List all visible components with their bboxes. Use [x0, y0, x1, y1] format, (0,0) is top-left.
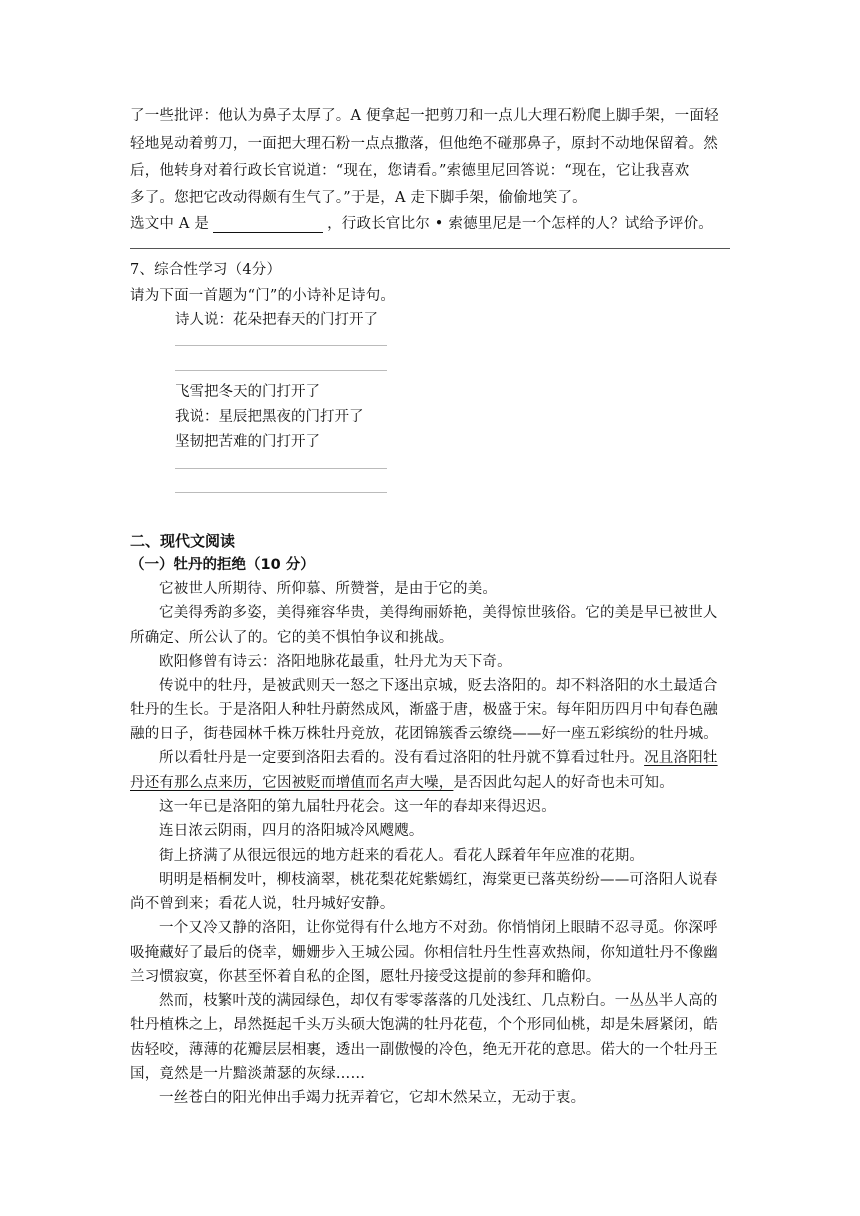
question-7-instruction: 请为下面一首题为“门”的小诗补足诗句。	[130, 288, 396, 304]
question-7-title: 7、综合性学习（4分）	[130, 262, 282, 278]
poem-blank-1[interactable]	[175, 345, 387, 346]
paragraph-1: 它被世人所期待、所仰慕、所赞誉，是由于它的美。	[159, 581, 498, 597]
paragraph-11-line-3: 齿轻咬，薄薄的花瓣层层相裹，透出一副傲慢的冷色，绝无开花的意思。偌大的一个牡丹王	[130, 1042, 718, 1058]
paragraph-3: 欧阳修曾有诗云：洛阳地脉花最重，牡丹尤为天下奇。	[159, 654, 512, 670]
paragraph-11-line-4: 国，竟然是一片黯淡萧瑟的灰绿……	[130, 1066, 366, 1082]
paragraph-12: 一丝苍白的阳光伸出手竭力抚弄着它，它却木然呆立，无动于衷。	[159, 1090, 586, 1106]
poem-line-1: 诗人说：花朵把春天的门打开了	[175, 312, 378, 328]
passage-line-4: 多了。您把它改动得颇有生气了。”于是，A 走下脚手架，偷偷地笑了。	[130, 190, 587, 206]
paragraph-11-line-1: 然而，枝繁叶茂的满园绿色，却仅有零零落落的几处浅红、几点粉白。一丛丛半人高的	[159, 993, 718, 1009]
section-divider	[130, 248, 730, 249]
paragraph-6: 这一年已是洛阳的第九届牡丹花会。这一年的春却来得迟迟。	[159, 799, 556, 815]
underlined-sentence-start: 况且洛阳牡	[644, 750, 718, 766]
passage-line-3: 后，他转身对着行政长官说道：“现在，您请看。”索德里尼回答说：“现在，它让我喜欢	[130, 163, 690, 179]
poem-line-4: 坚韧把苦难的门打开了	[175, 434, 320, 450]
paragraph-9-line-1: 明明是梧桐发叶，柳枝滴翠，桃花梨花姹紫嫣红，海棠更已落英纷纷——可洛阳人说春	[159, 872, 718, 888]
question-6-prefix: 选文中 A 是	[130, 216, 210, 232]
section-2-subheading: （一）牡丹的拒绝（10 分）	[130, 557, 315, 573]
paragraph-5-rest: 是否因此勾起人的好奇也未可知。	[453, 775, 674, 791]
paragraph-10-line-3: 兰习惯寂寞，你甚至怀着自私的企图，愿牡丹接受这提前的参拜和瞻仰。	[130, 969, 601, 985]
paragraph-8: 街上挤满了从很远很远的地方赶来的看花人。看花人踩着年年应准的花期。	[159, 848, 645, 864]
section-2-heading: 二、现代文阅读	[130, 532, 236, 550]
question-6-suffix: ，行政长官比尔 • 索德里尼是一个怎样的人？试给予评价。	[327, 216, 713, 232]
paragraph-7: 连日浓云阴雨，四月的洛阳城冷风飕飕。	[159, 823, 424, 839]
paragraph-4-line-3: 融的日子，街巷园林千株万株牡丹竞放，花团锦簇香云缭绕——好一座五彩缤纷的牡丹城。	[130, 726, 718, 742]
paragraph-9-line-2: 尚不曾到来；看花人说，牡丹城好安静。	[130, 896, 395, 912]
paragraph-5-plain: 所以看牡丹是一定要到洛阳去看的。没有看过洛阳的牡丹就不算看过牡丹。	[159, 750, 645, 766]
paragraph-11-line-2: 牡丹植株之上，昂然挺起千头万头硕大饱满的牡丹花苞，个个形同仙桃，却是朱唇紧闭，皓	[130, 1017, 718, 1033]
paragraph-4-line-2: 牡丹的生长。于是洛阳人种牡丹蔚然成风，渐盛于唐，极盛于宋。每年阳历四月中旬春色融	[130, 702, 718, 718]
paragraph-2-line-2: 所确定、所公认了的。它的美不惧怕争议和挑战。	[130, 630, 454, 646]
passage-line-1: 了一些批评：他认为鼻子太厚了。A 便拿起一把剪刀和一点儿大理石粉爬上脚手架，一面轻	[130, 108, 719, 124]
paragraph-4-line-1: 传说中的牡丹，是被武则天一怒之下逐出京城，贬去洛阳的。却不料洛阳的水土最适合	[159, 678, 718, 694]
paragraph-5-line-1	[130, 746, 730, 767]
passage-line-2: 轻地晃动着剪刀，一面把大理石粉一点点撒落，但他绝不碰那鼻子，原封不动地保留着。然	[130, 136, 718, 152]
poem-blank-2[interactable]	[175, 370, 387, 371]
poem-blank-4[interactable]	[175, 492, 387, 493]
paragraph-2-line-1: 它美得秀韵多姿，美得雍容华贵，美得绚丽娇艳，美得惊世骇俗。它的美是早已被世人	[159, 605, 718, 621]
question-6-line	[130, 212, 730, 233]
answer-blank[interactable]	[213, 218, 323, 233]
paragraph-5-line-2	[130, 771, 730, 792]
paragraph-10-line-2: 吸掩藏好了最后的侥幸，姗姗步入王城公园。你相信牡丹生性喜欢热闹，你知道牡丹不像幽	[130, 945, 718, 961]
poem-line-3: 我说：星辰把黑夜的门打开了	[175, 409, 364, 425]
underlined-sentence-end: 丹还有那么点来历，它因被贬而增值而名声大噪，	[130, 775, 454, 791]
poem-blank-3[interactable]	[175, 468, 387, 469]
poem-line-2: 飞雪把冬天的门打开了	[175, 384, 320, 400]
paragraph-10-line-1: 一个又冷又静的洛阳，让你觉得有什么地方不对劲。你悄悄闭上眼睛不忍寻觅。你深呼	[159, 920, 718, 936]
